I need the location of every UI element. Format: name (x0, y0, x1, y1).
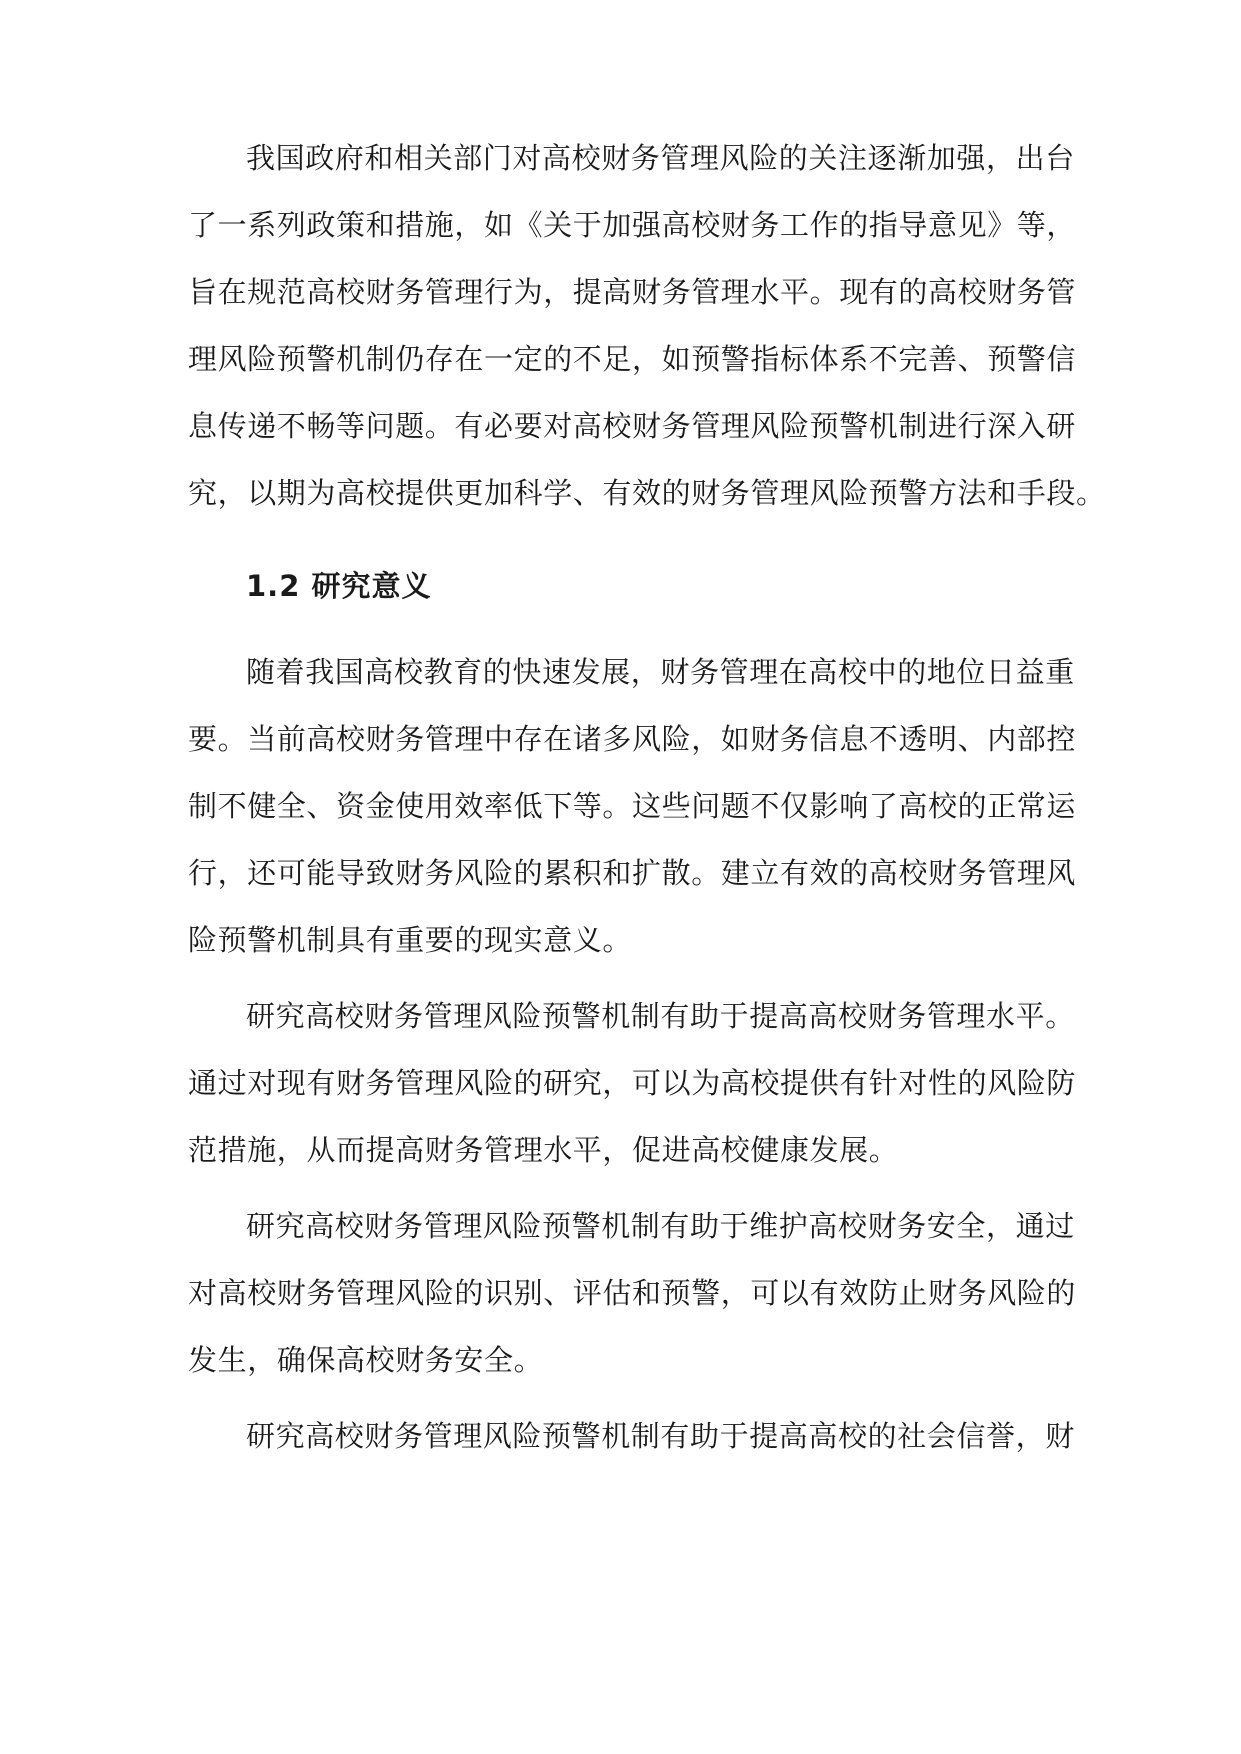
paragraph-line: 险预警机制具有重要的现实意义。 (188, 923, 633, 957)
paragraph-line: 研究高校财务管理风险预警机制有助于提高高校的社会信誉，财 (246, 1419, 1075, 1453)
paragraph-line: 研究高校财务管理风险预警机制有助于维护高校财务安全，通过 (246, 1209, 1075, 1243)
paragraph-line: 随着我国高校教育的快速发展，财务管理在高校中的地位日益重 (246, 655, 1075, 689)
paragraph-line: 旨在规范高校财务管理行为，提高财务管理水平。现有的高校财务管 (188, 275, 1077, 309)
paragraph-line: 对高校财务管理风险的识别、评估和预警，可以有效防止财务风险的 (188, 1276, 1077, 1310)
paragraph-line: 息传递不畅等问题。有必要对高校财务管理风险预警机制进行深入研 (188, 409, 1077, 443)
section-heading: 1.2 研究意义 (246, 569, 432, 603)
paragraph-line: 究，以期为高校提供更加科学、有效的财务管理风险预警方法和手段。 (188, 476, 1106, 510)
paragraph-line: 研究高校财务管理风险预警机制有助于提高高校财务管理水平。 (246, 999, 1075, 1033)
paragraph-line: 理风险预警机制仍存在一定的不足，如预警指标体系不完善、预警信 (188, 342, 1077, 376)
paragraph-line: 发生，确保高校财务安全。 (188, 1343, 544, 1377)
paragraph-line: 范措施，从而提高财务管理水平，促进高校健康发展。 (188, 1133, 899, 1167)
paragraph-line: 了一系列政策和措施，如《关于加强高校财务工作的指导意见》等， (188, 208, 1077, 242)
paragraph-line: 通过对现有财务管理风险的研究，可以为高校提供有针对性的风险防 (188, 1066, 1077, 1100)
paragraph-line: 行，还可能导致财务风险的累积和扩散。建立有效的高校财务管理风 (188, 856, 1077, 890)
paragraph-line: 我国政府和相关部门对高校财务管理风险的关注逐渐加强，出台 (246, 141, 1075, 175)
paragraph-line: 要。当前高校财务管理中存在诸多风险，如财务信息不透明、内部控 (188, 722, 1077, 756)
paragraph-line: 制不健全、资金使用效率低下等。这些问题不仅影响了高校的正常运 (188, 789, 1077, 823)
